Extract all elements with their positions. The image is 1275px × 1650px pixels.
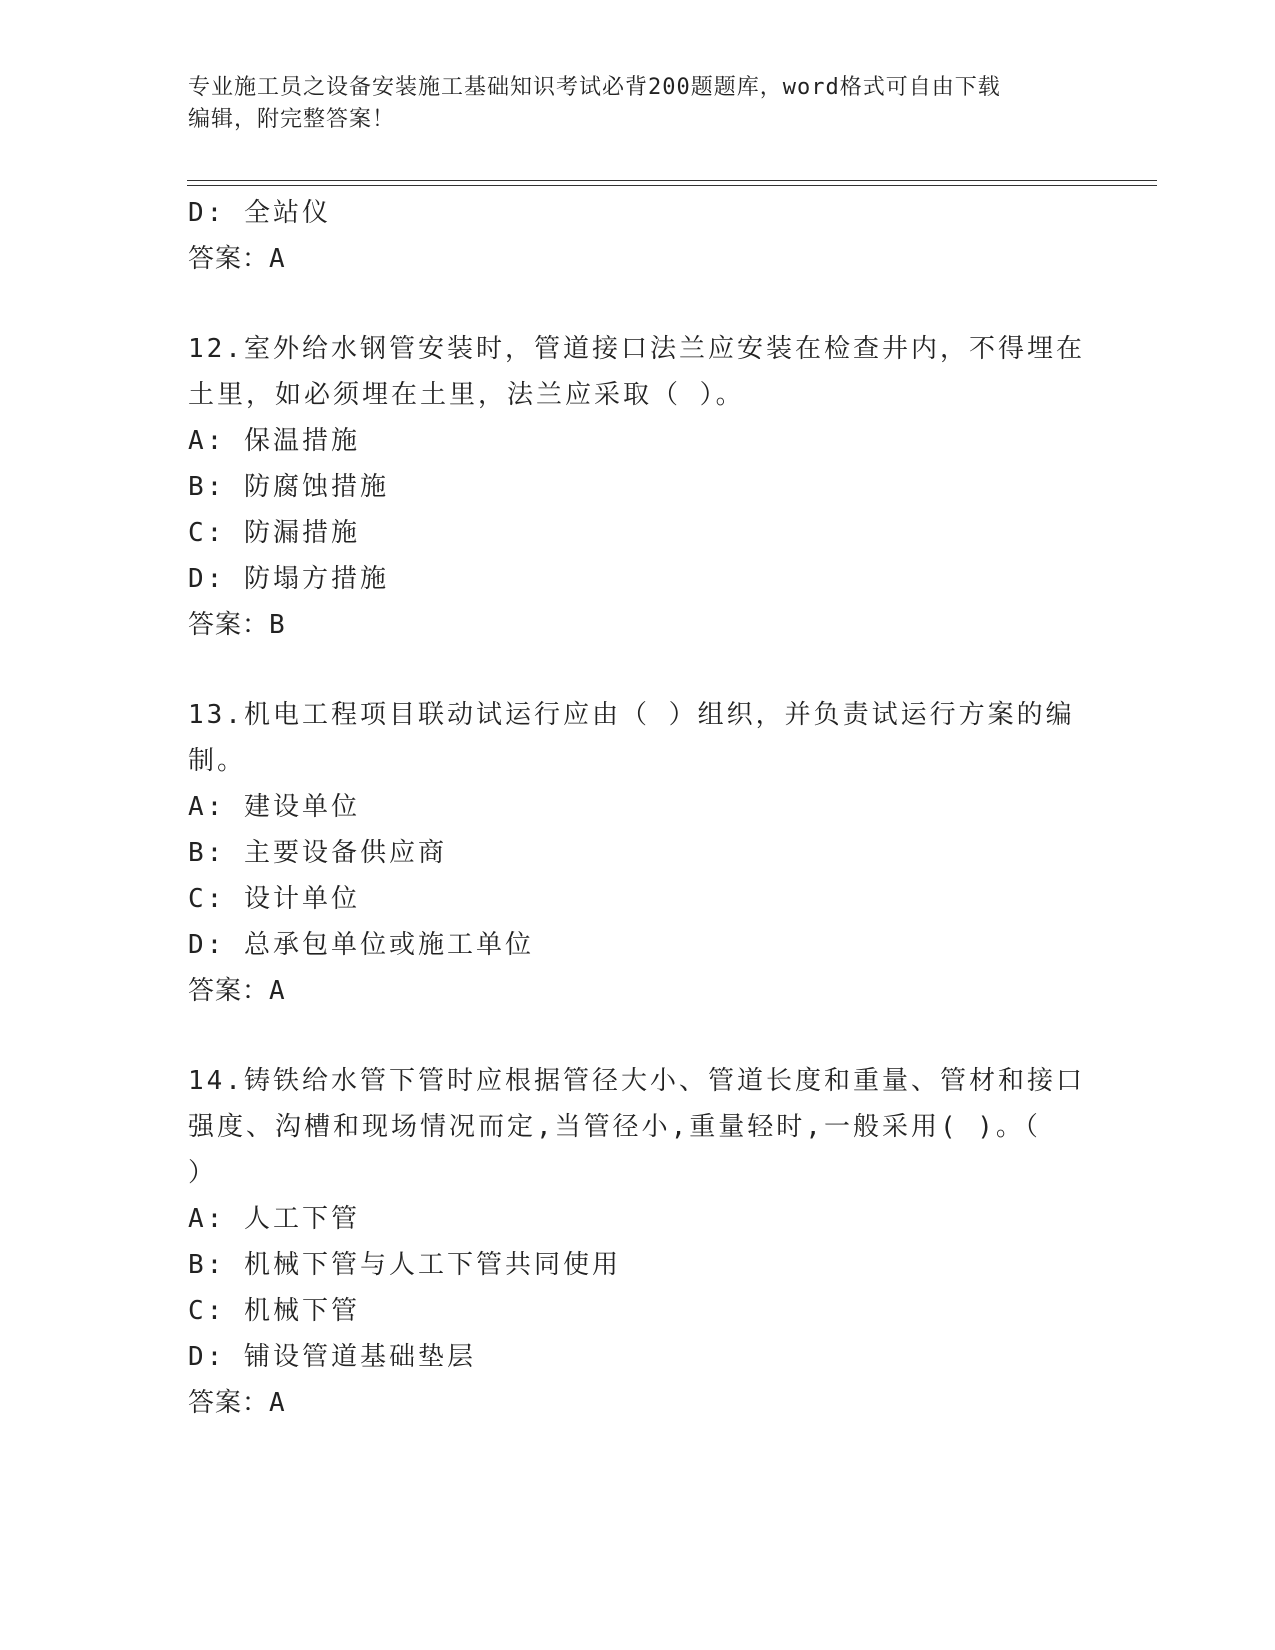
question-14-text-line-2: 强度、沟槽和现场情况而定,当管径小,重量轻时,一般采用( )。（ bbox=[188, 1112, 1041, 1142]
question-13 bbox=[188, 692, 1088, 1014]
question-13-option-c: C: 设计单位 bbox=[188, 884, 360, 914]
spacer bbox=[188, 282, 1088, 326]
question-14-text-line-1: 14.铸铁给水管下管时应根据管径大小、管道长度和重量、管材和接口 bbox=[188, 1066, 1085, 1096]
header-title-line-1: 专业施工员之设备安装施工基础知识考试必背200题题库，word格式可自由下载 bbox=[188, 75, 1001, 100]
question-12 bbox=[188, 326, 1088, 648]
spacer bbox=[188, 648, 1088, 692]
header-title-line-2: 编辑，附完整答案！ bbox=[188, 107, 396, 132]
question-13-text-line-2: 制。 bbox=[188, 746, 247, 776]
question-14-answer: 答案：A bbox=[188, 1388, 286, 1418]
question-12-option-a: A: 保温措施 bbox=[188, 426, 360, 456]
question-14 bbox=[188, 1058, 1088, 1426]
spacer bbox=[188, 1014, 1088, 1058]
question-12-text-line-2: 土里，如必须埋在土里，法兰应采取（ ）。 bbox=[188, 380, 745, 410]
question-13-option-b: B: 主要设备供应商 bbox=[188, 838, 447, 868]
header-divider bbox=[187, 180, 1157, 186]
question-12-option-d: D: 防塌方措施 bbox=[188, 564, 389, 594]
document-header bbox=[188, 72, 1088, 136]
question-12-answer: 答案：B bbox=[188, 610, 286, 640]
prev-question-answer: 答案：A bbox=[188, 244, 286, 274]
question-13-text-line-1: 13.机电工程项目联动试运行应由（ ）组织，并负责试运行方案的编 bbox=[188, 700, 1075, 730]
question-14-option-a: A: 人工下管 bbox=[188, 1204, 360, 1234]
prev-question-option-d: D: 全站仪 bbox=[188, 198, 331, 228]
question-12-option-b: B: 防腐蚀措施 bbox=[188, 472, 389, 502]
question-13-option-a: A: 建设单位 bbox=[188, 792, 360, 822]
question-list bbox=[188, 190, 1088, 1426]
question-14-option-b: B: 机械下管与人工下管共同使用 bbox=[188, 1250, 621, 1280]
question-12-option-c: C: 防漏措施 bbox=[188, 518, 360, 548]
question-13-answer: 答案：A bbox=[188, 976, 286, 1006]
question-14-option-d: D: 铺设管道基础垫层 bbox=[188, 1342, 476, 1372]
question-12-text-line-1: 12.室外给水钢管安装时，管道接口法兰应安装在检查井内，不得埋在 bbox=[188, 334, 1085, 364]
question-13-option-d: D: 总承包单位或施工单位 bbox=[188, 930, 534, 960]
question-14-option-c: C: 机械下管 bbox=[188, 1296, 360, 1326]
question-14-text-line-3: ） bbox=[188, 1158, 218, 1188]
